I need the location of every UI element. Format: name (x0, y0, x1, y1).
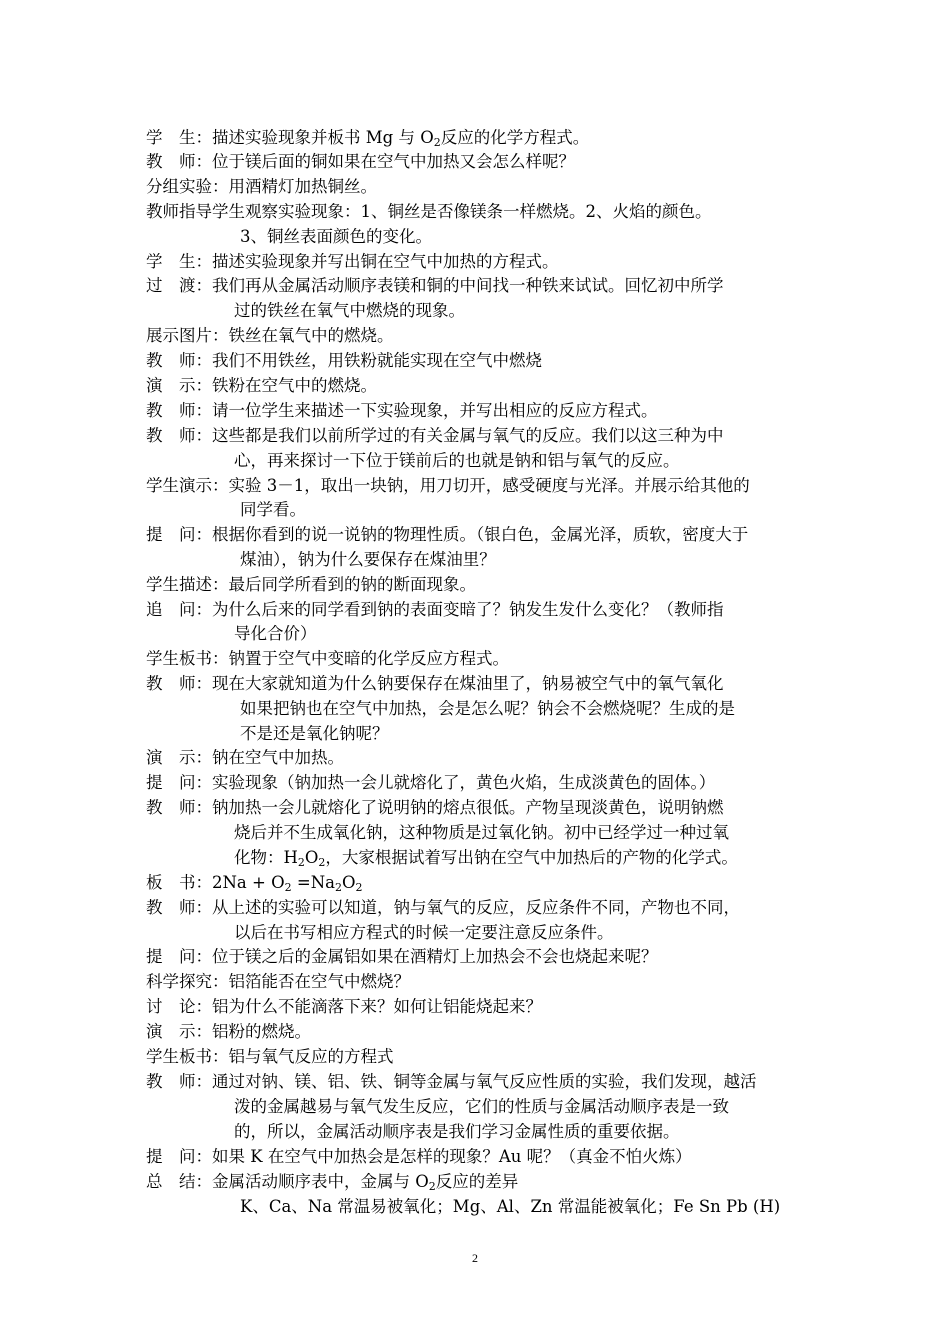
text-line: 学生描述：最后同学所看到的钠的断面现象。 (146, 575, 476, 594)
text-line: 追 问：为什么后来的同学看到钠的表面变暗了？钠发生发什么变化？（教师指 (146, 600, 724, 619)
text-line: 教 师：从上述的实验可以知道，钠与氧气的反应，反应条件不同，产物也不同， (146, 898, 740, 917)
text-line: 教师指导学生观察实验现象：1、铜丝是否像镁条一样燃烧。2、火焰的颜色。 (146, 202, 712, 221)
text-line: 学 生：描述实验现象并板书 Mg 与 $O_2$反应的化学方程式。 (146, 128, 590, 149)
text-line: 以后在书写相应方程式的时候一定要注意反应条件。 (234, 923, 614, 942)
text-line: 展示图片：铁丝在氧气中的燃烧。 (146, 326, 394, 345)
text-line: 教 师：钠加热一会儿就熔化了说明钠的熔点很低。产物呈现淡黄色，说明钠燃 (146, 798, 724, 817)
text-line: 板 书：$2Na + O_2 =Na_2O_2$ (146, 873, 363, 894)
text-line: 导化合价） (234, 624, 317, 643)
text-line: 教 师：这些都是我们以前所学过的有关金属与氧气的反应。我们以这三种为中 (146, 426, 724, 445)
text-line: 演 示：钠在空气中加热。 (146, 748, 344, 767)
text-line: 教 师：现在大家就知道为什么钠要保存在煤油里了，钠易被空气中的氧气氧化 (146, 674, 724, 693)
text-line: 学生板书：铝与氧气反应的方程式 (146, 1047, 394, 1066)
text-line: 3、铜丝表面颜色的变化。 (240, 227, 432, 246)
text-line: 提 问：位于镁之后的金属铝如果在酒精灯上加热会不会也烧起来呢？ (146, 947, 658, 966)
text-line: 如果把钠也在空气中加热，会是怎么呢？钠会不会燃烧呢？生成的是 (240, 699, 735, 718)
text-line: 提 问：根据你看到的说一说钠的物理性质。（银白色，金属光泽，质软，密度大于 (146, 525, 749, 544)
text-line: K、Ca、Na 常温易被氧化；Mg、Al、Zn 常温能被氧化；Fe Sn Pb (H) (240, 1197, 781, 1216)
text-line: 煤油），钠为什么要保存在煤油里？ (240, 550, 496, 569)
text-line: 不是还是氧化钠呢？ (240, 724, 389, 743)
text-line: 的，所以，金属活动顺序表是我们学习金属性质的重要依据。 (234, 1122, 680, 1141)
text-line: 烧后并不生成氧化钠，这种物质是过氧化钠。初中已经学过一种过氧 (234, 823, 729, 842)
text-line: 教 师：通过对钠、镁、铝、铁、铜等金属与氧气反应性质的实验，我们发现，越活 (146, 1072, 757, 1091)
text-line: 总 结：金属活动顺序表中，金属与 $O_2$反应的差异 (146, 1172, 519, 1193)
text-line: 科学探究：铝箔能否在空气中燃烧？ (146, 972, 410, 991)
text-line: 学生板书：钠置于空气中变暗的化学反应方程式。 (146, 649, 509, 668)
text-line: 教 师：我们不用铁丝，用铁粉就能实现在空气中燃烧 (146, 351, 542, 370)
text-line: 同学看。 (240, 500, 306, 519)
text-line: 提 问：如果 K 在空气中加热会是怎样的现象？Au 呢？（真金不怕火炼） (146, 1147, 692, 1166)
page-number: 2 (472, 1251, 478, 1265)
text-line: 教 师：位于镁后面的铜如果在空气中加热又会怎么样呢？ (146, 152, 575, 171)
text-line: 演 示：铁粉在空气中的燃烧。 (146, 376, 377, 395)
text-line: 讨 论：铝为什么不能滴落下来？如何让铝能烧起来？ (146, 997, 542, 1016)
text-line: 化物：$H_2O_2$，大家根据试着写出钠在空气中加热后的产物的化学式。 (234, 848, 738, 869)
text-line: 过 渡：我们再从金属活动顺序表镁和铜的中间找一种铁来试试。回忆初中所学 (146, 276, 724, 295)
text-line: 分组实验：用酒精灯加热铜丝。 (146, 177, 377, 196)
text-line: 泼的金属越易与氧气发生反应，它们的性质与金属活动顺序表是一致 (234, 1097, 729, 1116)
text-line: 演 示：铝粉的燃烧。 (146, 1022, 311, 1041)
text-line: 教 师：请一位学生来描述一下实验现象，并写出相应的反应方程式。 (146, 401, 658, 420)
text-line: 心，再来探讨一下位于镁前后的也就是钠和铝与氧气的反应。 (234, 451, 680, 470)
text-line: 过的铁丝在氧气中燃烧的现象。 (234, 301, 465, 320)
text-line: 提 问：实验现象（钠加热一会儿就熔化了，黄色火焰，生成淡黄色的固体。） (146, 773, 716, 792)
text-line: 学生演示：实验 3－1，取出一块钠，用刀切开，感受硬度与光泽。并展示给其他的 (146, 476, 750, 495)
text-line: 学 生：描述实验现象并写出铜在空气中加热的方程式。 (146, 252, 559, 271)
